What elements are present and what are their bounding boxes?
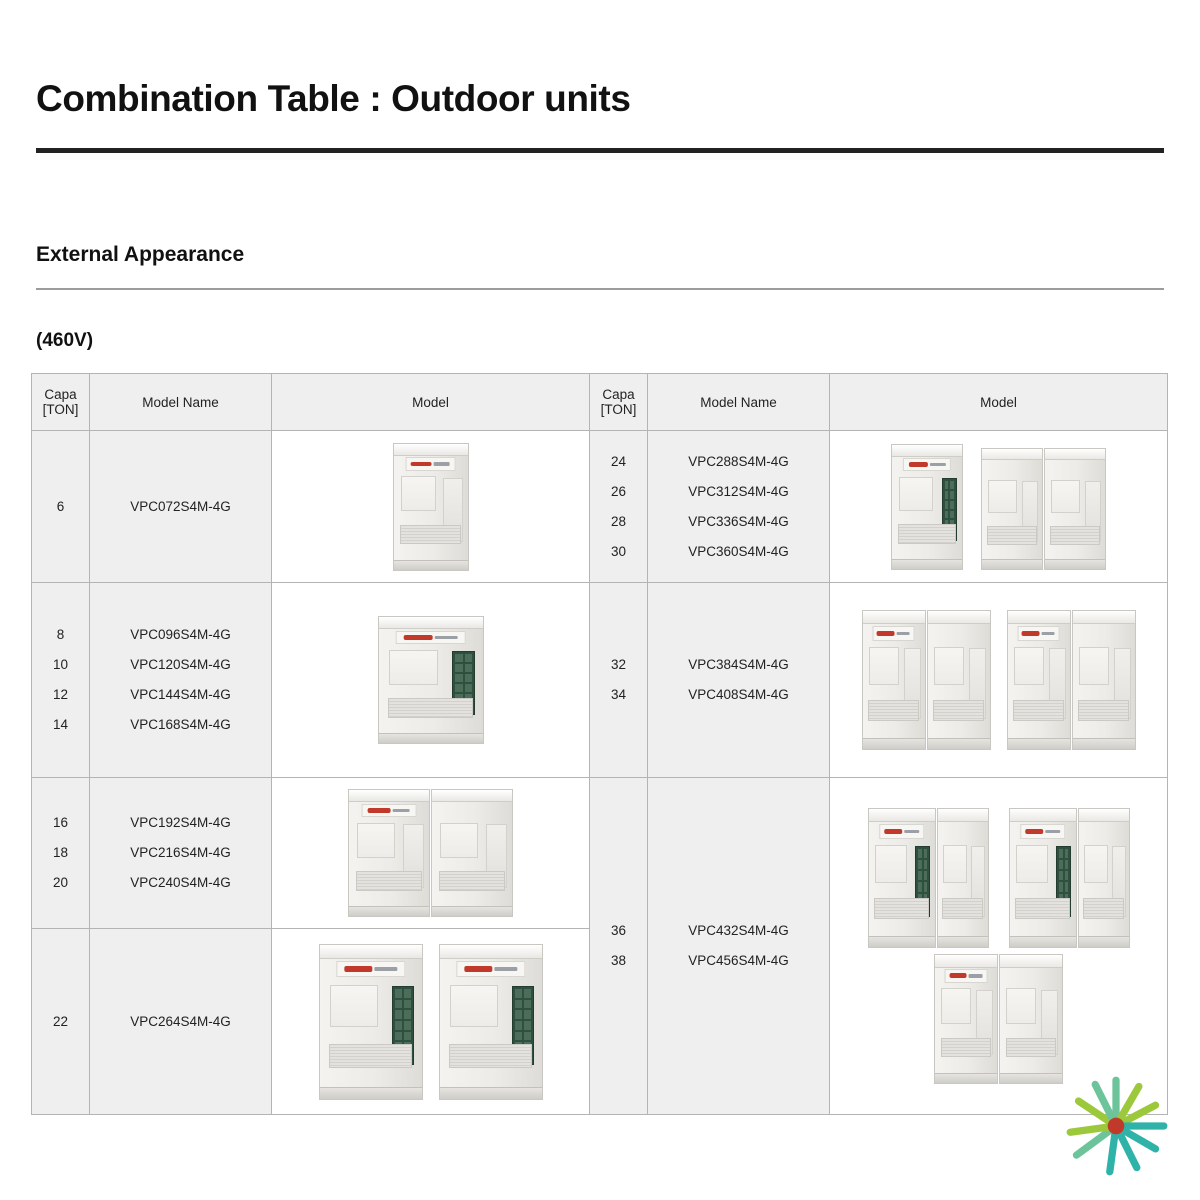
model-name-value: VPC072S4M-4G xyxy=(130,498,231,514)
model-name-value: VPC312S4M-4G xyxy=(688,483,789,499)
header-capa-left-line1: Capa xyxy=(44,387,77,402)
model-image-cell xyxy=(272,778,590,929)
model-name-value: VPC144S4M-4G xyxy=(130,687,231,702)
lennox-burst-logo xyxy=(1060,1074,1172,1178)
outdoor-unit-icon xyxy=(1072,610,1136,750)
model-name-value: VPC384S4M-4G xyxy=(688,657,789,672)
header-capa-right xyxy=(590,374,648,431)
capa-value: 8 xyxy=(56,627,65,642)
outdoor-unit-icon xyxy=(981,448,1043,570)
outdoor-unit-icon xyxy=(1007,610,1071,750)
header-model-right: Model xyxy=(830,374,1168,431)
model-image-cell xyxy=(830,778,1168,1115)
model-image-cell xyxy=(272,431,590,583)
header-capa-left-line2: [TON] xyxy=(42,402,79,417)
header-capa-right-line2: [TON] xyxy=(600,402,637,417)
header-model-left: Model xyxy=(272,374,590,431)
table-header-row xyxy=(32,374,1168,431)
outdoor-unit-icon xyxy=(439,944,543,1100)
capa-value: 16 xyxy=(52,815,69,830)
outdoor-unit-icon xyxy=(431,789,513,917)
capa-value: 38 xyxy=(610,953,627,968)
table-row xyxy=(32,431,1168,583)
model-name-value: VPC120S4M-4G xyxy=(130,657,231,672)
model-name-value: VPC432S4M-4G xyxy=(688,923,789,938)
outdoor-unit-icon xyxy=(348,789,430,917)
capa-value: 32 xyxy=(610,657,627,672)
outdoor-unit-icon xyxy=(999,954,1063,1084)
model-image-cell xyxy=(830,431,1168,583)
model-name-value: VPC216S4M-4G xyxy=(130,845,231,860)
model-image-cell xyxy=(272,583,590,778)
header-model-name-right: Model Name xyxy=(648,374,830,431)
capa-cell xyxy=(590,778,648,1115)
model-name-cell xyxy=(90,929,272,1115)
voltage-label: (460V) xyxy=(36,330,94,351)
capa-value: 18 xyxy=(52,845,69,860)
outdoor-unit-illustration xyxy=(830,434,1167,580)
outdoor-unit-illustration xyxy=(272,606,589,754)
model-name-value: VPC408S4M-4G xyxy=(688,687,789,702)
title-divider xyxy=(36,148,1164,153)
capa-cell xyxy=(590,431,648,583)
model-image-cell xyxy=(272,929,590,1115)
model-name-value: VPC336S4M-4G xyxy=(688,513,789,529)
header-capa-left xyxy=(32,374,90,431)
table-row xyxy=(32,778,1168,929)
model-name-cell xyxy=(90,431,272,583)
outdoor-unit-illustration xyxy=(272,934,589,1110)
model-name-value: VPC456S4M-4G xyxy=(688,953,789,968)
outdoor-unit-icon xyxy=(378,616,484,744)
capa-value: 14 xyxy=(52,717,69,732)
model-name-value: VPC192S4M-4G xyxy=(130,815,231,830)
outdoor-unit-icon xyxy=(868,808,936,948)
outdoor-unit-icon xyxy=(1078,808,1130,948)
outdoor-unit-icon xyxy=(1044,448,1106,570)
outdoor-unit-icon xyxy=(862,610,926,750)
page-title: Combination Table : Outdoor units xyxy=(36,78,631,119)
header-capa-right-line1: Capa xyxy=(602,387,635,402)
model-name-cell xyxy=(90,778,272,929)
outdoor-unit-icon xyxy=(1009,808,1077,948)
outdoor-unit-icon xyxy=(319,944,423,1100)
capa-cell xyxy=(32,431,90,583)
outdoor-unit-illustration xyxy=(830,600,1167,760)
outdoor-unit-icon xyxy=(934,954,998,1084)
model-name-cell xyxy=(648,778,830,1115)
section-title: External Appearance xyxy=(36,243,245,266)
table-row xyxy=(32,583,1168,778)
combination-table xyxy=(31,373,1168,1115)
capa-cell xyxy=(590,583,648,778)
outdoor-unit-illustration xyxy=(272,433,589,581)
model-name-value: VPC168S4M-4G xyxy=(130,717,231,732)
model-name-value: VPC360S4M-4G xyxy=(688,543,789,559)
model-name-value: VPC264S4M-4G xyxy=(130,1013,231,1029)
capa-value: 24 xyxy=(610,453,627,469)
section-divider xyxy=(36,288,1164,290)
capa-value: 22 xyxy=(52,1013,69,1029)
capa-value: 36 xyxy=(610,923,627,938)
capa-value: 10 xyxy=(52,657,69,672)
outdoor-unit-illustration xyxy=(272,779,589,927)
capa-value: 20 xyxy=(52,875,69,890)
capa-cell xyxy=(32,929,90,1115)
capa-value: 30 xyxy=(610,543,627,559)
header-model-name-left: Model Name xyxy=(90,374,272,431)
model-name-value: VPC096S4M-4G xyxy=(130,627,231,642)
capa-value: 12 xyxy=(52,687,69,702)
capa-value: 26 xyxy=(610,483,627,499)
outdoor-unit-icon xyxy=(891,444,963,570)
model-image-cell xyxy=(830,583,1168,778)
outdoor-unit-icon xyxy=(927,610,991,750)
model-name-cell xyxy=(90,583,272,778)
capa-cell xyxy=(32,583,90,778)
capa-value: 28 xyxy=(610,513,627,529)
outdoor-unit-icon xyxy=(937,808,989,948)
capa-value: 34 xyxy=(610,687,627,702)
model-name-cell xyxy=(648,583,830,778)
capa-cell xyxy=(32,778,90,929)
model-name-value: VPC240S4M-4G xyxy=(130,875,231,890)
outdoor-unit-icon xyxy=(393,443,469,571)
outdoor-unit-illustration xyxy=(830,798,1167,1094)
capa-value: 6 xyxy=(56,498,65,514)
model-name-cell xyxy=(648,431,830,583)
model-name-value: VPC288S4M-4G xyxy=(688,453,789,469)
